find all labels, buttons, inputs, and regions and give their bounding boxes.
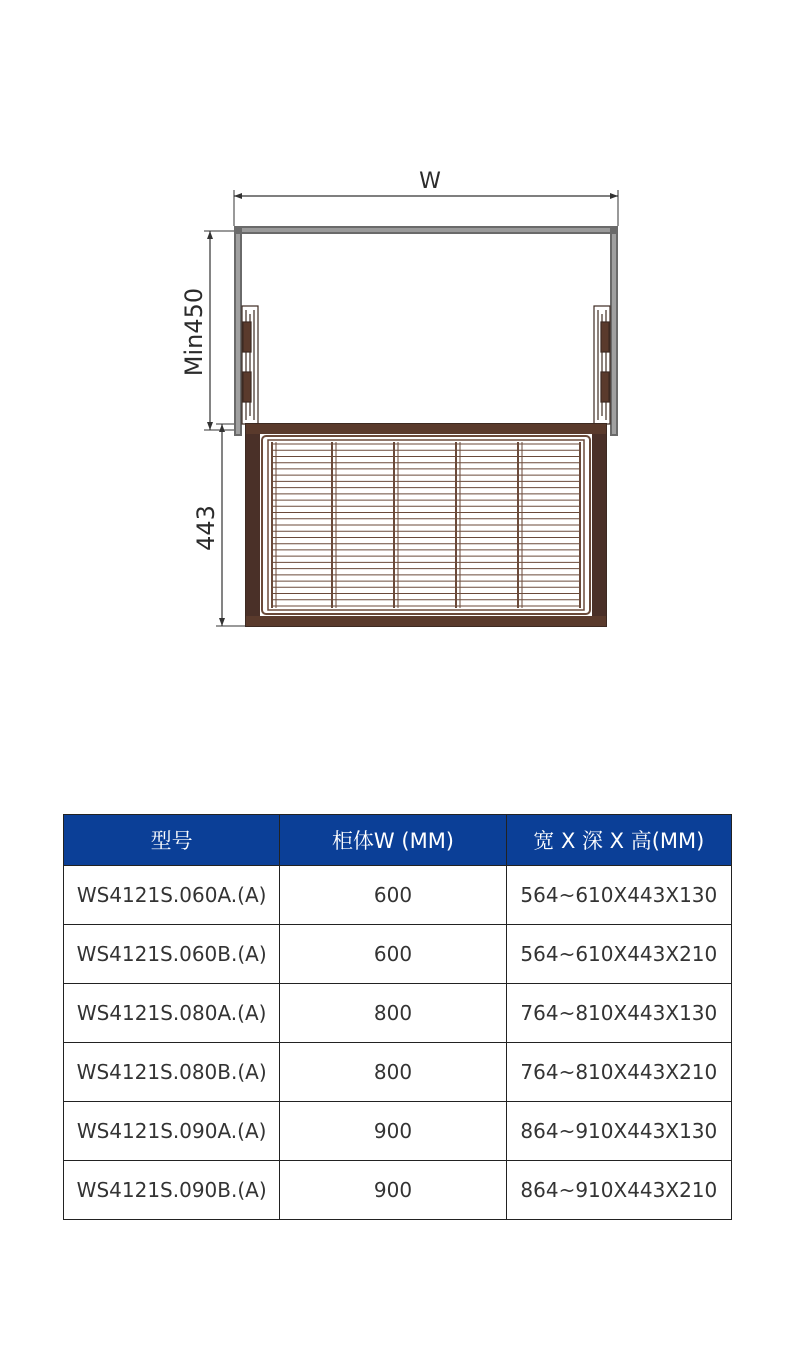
cell-model: WS4121S.060A.(A)	[64, 866, 280, 925]
cell-model: WS4121S.090A.(A)	[64, 1102, 280, 1161]
table-row	[64, 1043, 732, 1102]
cell-dimensions: 764~810X443X210	[506, 1043, 731, 1102]
cell-model: WS4121S.090B.(A)	[64, 1161, 280, 1220]
header-model: 型号	[64, 815, 280, 866]
spec-table	[63, 814, 732, 1220]
table-header-row	[64, 815, 732, 866]
table-row	[64, 1102, 732, 1161]
header-dimensions: 宽 X 深 X 高(MM)	[506, 815, 731, 866]
header-cabinet-width: 柜体W (MM)	[280, 815, 506, 866]
depth-dimension-label: 443	[192, 505, 220, 551]
cell-cabinet-width: 600	[280, 925, 506, 984]
cell-cabinet-width: 800	[280, 984, 506, 1043]
cell-dimensions: 564~610X443X130	[506, 866, 731, 925]
table-row	[64, 866, 732, 925]
cell-dimensions: 564~610X443X210	[506, 925, 731, 984]
cell-cabinet-width: 900	[280, 1102, 506, 1161]
right-slide-mechanism	[594, 306, 610, 424]
cell-model: WS4121S.080B.(A)	[64, 1043, 280, 1102]
left-slide-mechanism	[242, 306, 258, 424]
cell-dimensions: 864~910X443X210	[506, 1161, 731, 1220]
table-row	[64, 925, 732, 984]
cell-cabinet-width: 900	[280, 1161, 506, 1220]
cell-dimensions: 864~910X443X130	[506, 1102, 731, 1161]
table-row	[64, 984, 732, 1043]
table-row	[64, 1161, 732, 1220]
width-dimension-label: W	[419, 169, 441, 194]
cell-cabinet-width: 600	[280, 866, 506, 925]
cell-model: WS4121S.060B.(A)	[64, 925, 280, 984]
height-dimension-label: Min450	[180, 287, 208, 377]
cabinet-frame	[234, 226, 618, 436]
cell-dimensions: 764~810X443X130	[506, 984, 731, 1043]
cell-model: WS4121S.080A.(A)	[64, 984, 280, 1043]
cell-cabinet-width: 800	[280, 1043, 506, 1102]
basket-wire-grid	[272, 442, 584, 608]
